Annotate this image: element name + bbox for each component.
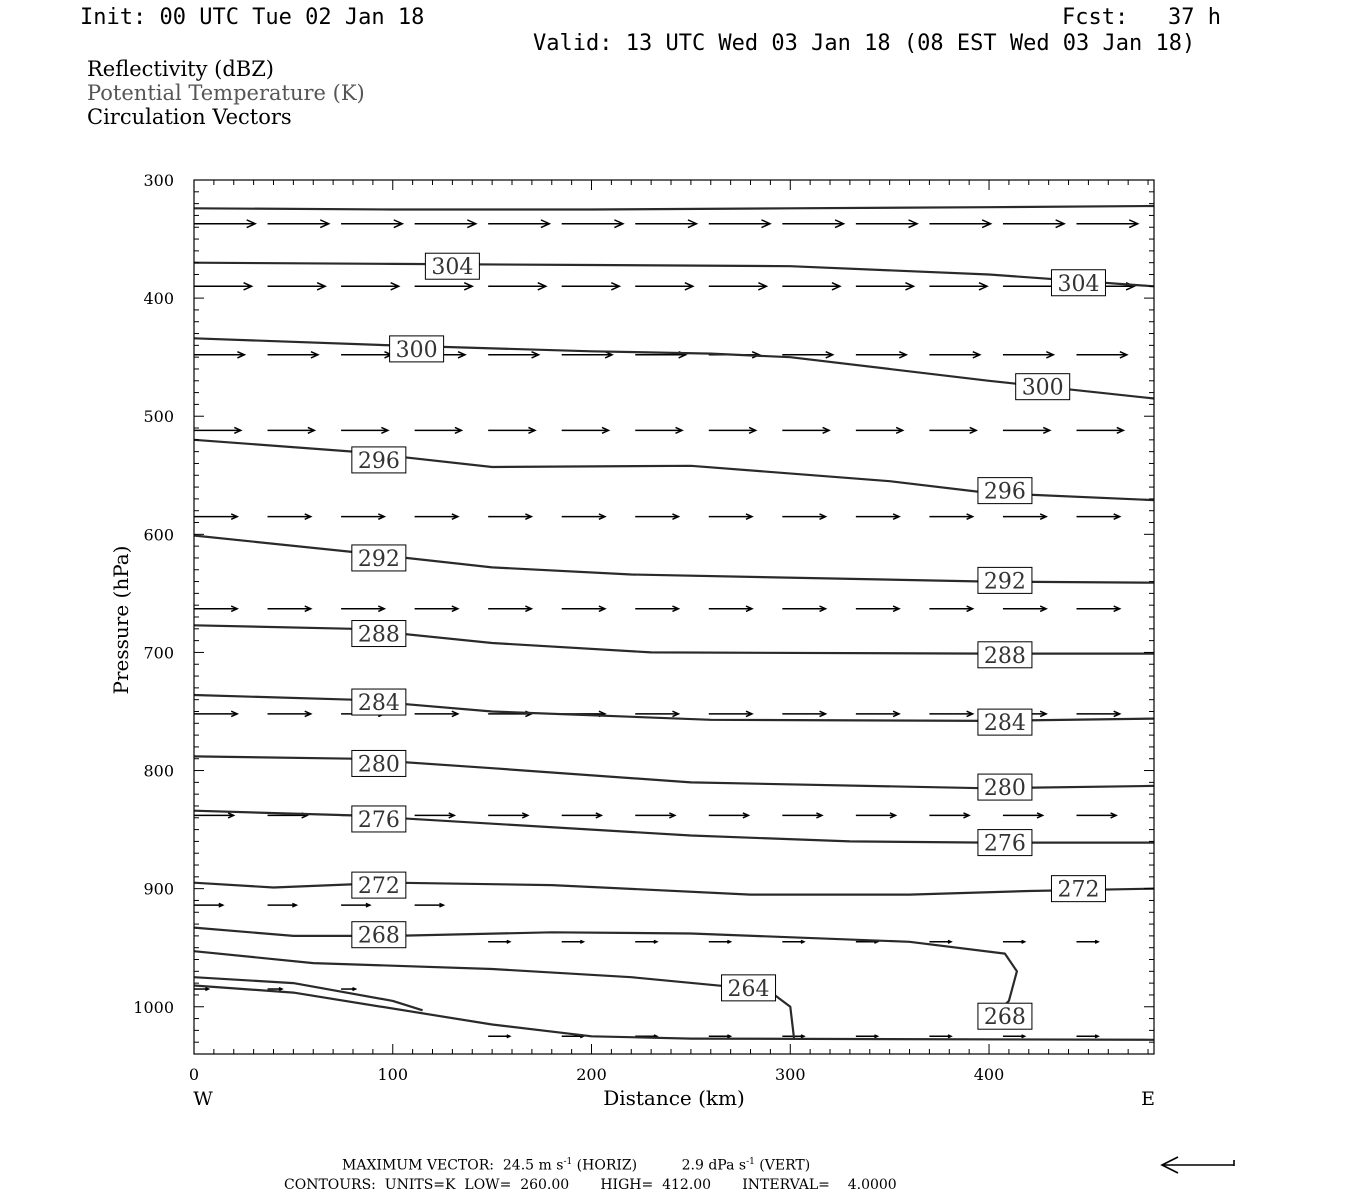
max-horiz-exp: -1 — [563, 1157, 573, 1167]
forecast-hour: Fcst: 37 h — [1062, 5, 1221, 30]
theta-label: 272 — [1057, 877, 1100, 903]
max-horiz-tag: (HORIZ) — [576, 1157, 638, 1174]
x-west-label: W — [193, 1088, 213, 1110]
theta-label: 264 — [727, 976, 770, 1002]
x-east-label: E — [1141, 1088, 1155, 1110]
theta-line — [194, 338, 1154, 398]
theta-label: 296 — [983, 479, 1026, 505]
plot-frame — [194, 180, 1154, 1054]
max-vert-tag: (VERT) — [759, 1157, 811, 1174]
theta-label: 276 — [357, 807, 400, 833]
theta-label: 284 — [983, 711, 1026, 737]
theta-contour-labels — [352, 253, 1106, 1030]
x-tick-label: 100 — [377, 1065, 409, 1084]
reference-vector-arrow — [1162, 1157, 1234, 1173]
max-horiz-value: 24.5 m s — [502, 1157, 564, 1174]
theta-label: 268 — [983, 1005, 1026, 1031]
x-tick-label: 400 — [973, 1065, 1005, 1084]
max-vector-label: MAXIMUM VECTOR: — [342, 1157, 494, 1174]
theta-label: 288 — [357, 622, 400, 648]
max-vector-line — [342, 1157, 810, 1174]
theta-label: 292 — [357, 546, 400, 572]
x-axis-label: Distance (km) — [603, 1086, 745, 1110]
theta-label: 284 — [357, 691, 400, 717]
y-tick-label: 400 — [143, 289, 174, 309]
theta-line — [194, 263, 1154, 287]
y-tick-label: 300 — [143, 171, 174, 190]
legend-reflectivity: Reflectivity (dBZ) — [87, 57, 275, 81]
theta-label: 304 — [1057, 271, 1100, 297]
y-tick-label: 800 — [143, 761, 174, 781]
theta-label: 288 — [983, 643, 1026, 669]
theta-label: 280 — [983, 776, 1026, 802]
y-axis-label: Pressure (hPa) — [109, 545, 133, 695]
legend-vectors: Circulation Vectors — [87, 105, 292, 129]
theta-label: 268 — [357, 923, 400, 949]
y-tick-label: 700 — [143, 643, 174, 663]
theta-label: 292 — [983, 569, 1026, 595]
init-time: Init: 00 UTC Tue 02 Jan 18 — [80, 5, 425, 30]
theta-label: 304 — [431, 255, 474, 281]
theta-line — [194, 206, 1154, 210]
theta-label: 296 — [357, 448, 400, 474]
y-tick-label: 900 — [143, 879, 174, 899]
theta-label: 300 — [395, 337, 438, 363]
theta-label: 276 — [983, 831, 1026, 857]
y-tick-label: 500 — [143, 407, 174, 427]
x-tick-label: 200 — [576, 1065, 607, 1084]
x-tick-label: 300 — [774, 1065, 806, 1084]
y-tick-label: 600 — [143, 525, 174, 545]
theta-contours — [194, 206, 1154, 1040]
theta-line — [194, 928, 1017, 1021]
theta-label: 300 — [1021, 375, 1064, 401]
theta-line — [194, 977, 423, 1010]
theta-line — [194, 951, 794, 1040]
legend-theta: Potential Temperature (K) — [87, 81, 365, 105]
x-tick-label: 0 — [188, 1065, 200, 1084]
max-vert-value: 2.9 dPa s — [681, 1157, 747, 1174]
theta-label: 272 — [357, 874, 400, 900]
max-vert-exp: -1 — [746, 1157, 755, 1167]
contours-info: CONTOURS: UNITS=K LOW= 260.00 HIGH= 412.00 INTERVAL= 4.0000 — [284, 1177, 897, 1193]
theta-line — [194, 883, 1154, 895]
y-tick-label: 1000 — [133, 997, 174, 1017]
theta-label: 280 — [357, 752, 400, 778]
valid-time: Valid: 13 UTC Wed 03 Jan 18 (08 EST Wed 03 Jan 18) — [533, 31, 1196, 56]
